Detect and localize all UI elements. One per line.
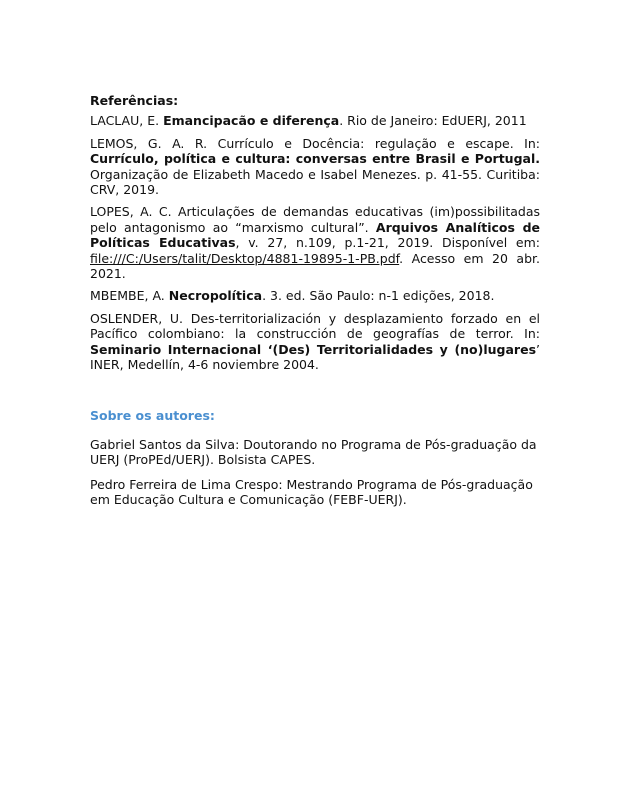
reference-text: MBEMBE, A.: [90, 288, 169, 304]
reference-text: LEMOS, G. A. R. Currículo e Docência: regulação e escape. In:: [90, 135, 540, 151]
reference-text: Organização de Elizabeth Macedo e Isabel Menezes. p. 41-55. Curitiba: CRV, 2019.: [90, 166, 540, 198]
reference-text: . 3. ed. São Paulo: n-1 edições, 2018.: [262, 288, 495, 304]
reference-lopes: [90, 204, 540, 281]
author-bio-gabriel: Gabriel Santos da Silva: Doutorando no Programa de Pós-graduação da UERJ (ProPEd/UERJ). Bolsista CAPES.: [90, 436, 537, 468]
reference-laclau: [90, 113, 540, 128]
section-spacer: [90, 380, 540, 408]
reference-link[interactable]: file:///C:/Users/talit/Desktop/4881-19895-1-PB.pdf: [90, 250, 400, 266]
reference-text: ’ INER, Medellín, 4-6 noviembre 2004.: [90, 341, 540, 373]
heading-spacer: [90, 428, 540, 437]
reference-oslender: [90, 311, 540, 373]
reference-title: Currículo, política e cultura: conversas entre Brasil e Portugal.: [90, 151, 540, 167]
author-bio-pedro: Pedro Ferreira de Lima Crespo: Mestrando Programa de Pós-graduação em Educação Cultura e Comunicação (FEBF-UERJ).: [90, 476, 533, 508]
reference-title: Seminario Internacional ‘(Des) Territorialidades y (no)lugares: [90, 341, 537, 357]
reference-lemos: [90, 136, 540, 198]
reference-text: . Rio de Janeiro: EdUERJ, 2011: [339, 113, 527, 129]
reference-title: Arquivos Analíticos de Políticas Educativas: [90, 219, 540, 251]
reference-title: Emancipacão e diferença: [163, 113, 340, 129]
reference-text: LACLAU, E.: [90, 113, 164, 129]
reference-text: . Acesso em 20 abr. 2021.: [90, 250, 540, 282]
references-heading: Referências:: [90, 93, 179, 108]
reference-text: OSLENDER, U. Des-territorialización y desplazamiento forzado en el Pacífico colombiano: la construcción de geografías de terror. In:: [90, 310, 540, 342]
reference-title: Necropolítica: [168, 288, 263, 304]
document-page: [90, 93, 540, 517]
authors-heading: Sobre os autores:: [90, 407, 215, 423]
reference-text: , v. 27, n.109, p.1-21, 2019. Disponível em:: [235, 235, 541, 251]
reference-mbembe: [90, 288, 540, 303]
reference-text: LOPES, A. C. Articulações de demandas educativas (im)possibilitadas pelo antagonismo ao “marxismo cultural”.: [90, 204, 540, 235]
